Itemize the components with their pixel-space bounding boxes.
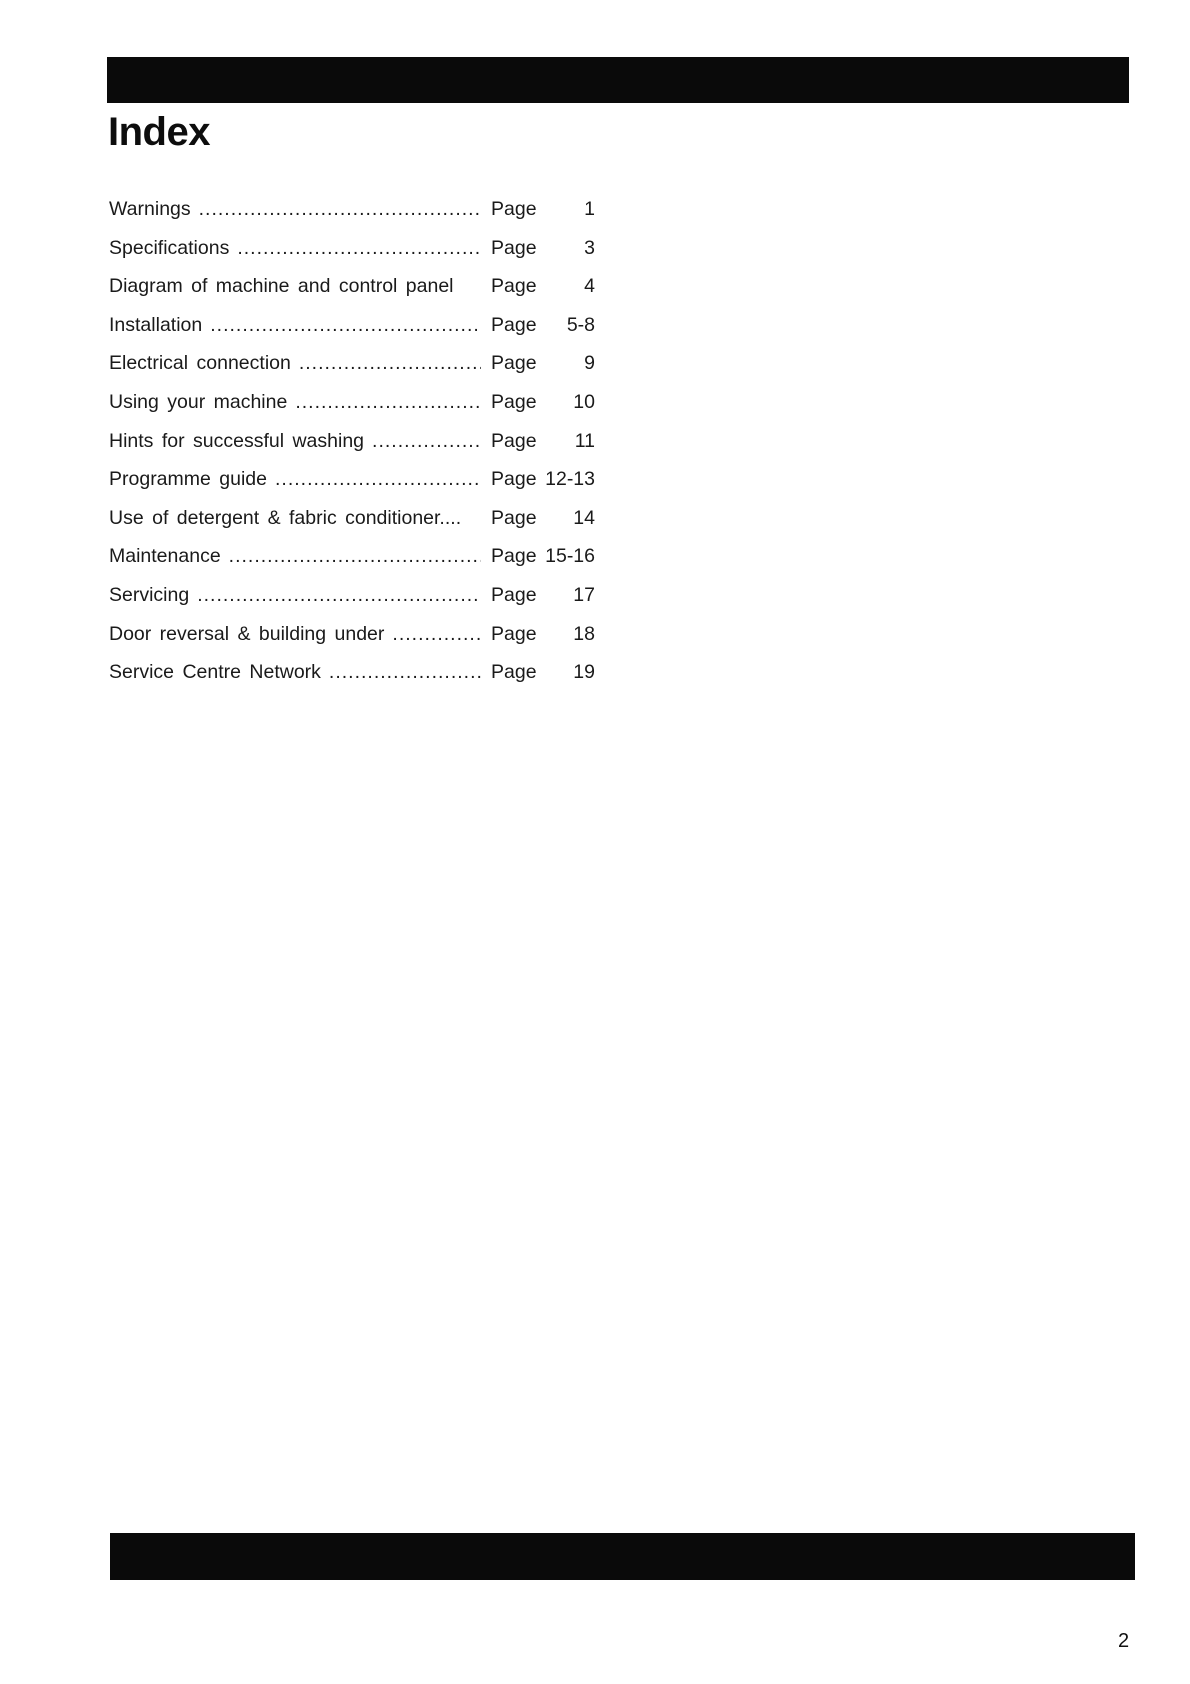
index-entry-page-number: 4 xyxy=(584,275,595,298)
dot-leader xyxy=(392,621,481,647)
index-entry-page-number: 11 xyxy=(574,429,595,452)
dot-leader xyxy=(197,582,481,608)
index-entry-page-number: 14 xyxy=(573,506,595,529)
page-number: 2 xyxy=(1118,1630,1130,1652)
index-entry-label: Electrical connection xyxy=(109,352,291,375)
index-entry-page-word: Page xyxy=(491,390,537,413)
index-entry-page-number: 18 xyxy=(573,622,595,645)
dot-leader xyxy=(237,235,481,261)
dot-leader xyxy=(210,312,481,338)
index-entry-page-word: Page xyxy=(491,583,537,606)
dot-leader xyxy=(199,196,481,222)
index-entry[interactable] xyxy=(109,505,595,544)
index-entry-page-word: Page xyxy=(491,313,537,336)
index-entry[interactable] xyxy=(109,196,595,235)
index-entry[interactable] xyxy=(109,350,595,389)
index-entry[interactable] xyxy=(109,273,595,312)
index-entry-page-word: Page xyxy=(491,198,537,220)
page-title: Index xyxy=(108,110,210,154)
index-entry-page-word: Page xyxy=(491,352,537,375)
index-entry-label: Hints for successful washing xyxy=(109,429,365,452)
dot-leader xyxy=(295,389,481,415)
index-entry[interactable] xyxy=(109,312,595,351)
index-entry-label: Service Centre Network xyxy=(109,661,321,684)
index-entry-page-number: 10 xyxy=(573,390,595,413)
index-entry-page-number: 12-13 xyxy=(545,468,595,491)
index-entry-page-word: Page xyxy=(491,661,537,684)
index-entry-page-number: 1 xyxy=(584,198,595,220)
index-list xyxy=(109,196,595,698)
index-entry[interactable] xyxy=(109,235,595,274)
index-entry-page-word: Page xyxy=(491,236,537,259)
header-bar xyxy=(107,57,1129,103)
index-entry-label: Programme guide xyxy=(109,468,267,491)
dot-leader xyxy=(329,659,481,685)
index-entry-page-number: 15-16 xyxy=(545,545,595,568)
footer-bar xyxy=(110,1533,1135,1580)
index-entry[interactable] xyxy=(109,582,595,621)
index-entry-page-word: Page xyxy=(491,275,537,298)
index-entry-label: Specifications xyxy=(109,236,230,259)
index-entry[interactable] xyxy=(109,621,595,660)
dot-leader xyxy=(372,428,481,454)
index-entry-page-number: 9 xyxy=(584,352,595,375)
dot-leader xyxy=(229,543,481,569)
dot-leader xyxy=(299,350,481,376)
index-entry-page-number: 3 xyxy=(584,236,595,259)
index-entry[interactable] xyxy=(109,428,595,467)
index-entry-page-word: Page xyxy=(491,429,537,452)
index-entry[interactable] xyxy=(109,543,595,582)
index-entry-page-number: 19 xyxy=(573,661,595,684)
dot-leader xyxy=(275,466,481,492)
index-entry-label: Use of detergent & fabric conditioner.... xyxy=(109,506,462,529)
index-entry[interactable] xyxy=(109,659,595,698)
index-entry-page-word: Page xyxy=(491,506,537,529)
index-entry-label: Installation xyxy=(109,313,203,336)
index-entry[interactable] xyxy=(109,466,595,505)
index-entry-page-word: Page xyxy=(491,545,537,568)
index-entry-page-word: Page xyxy=(491,622,537,645)
index-entry[interactable] xyxy=(109,389,595,428)
index-entry-label: Diagram of machine and control panel xyxy=(109,275,454,298)
index-entry-label: Using your machine xyxy=(109,390,288,413)
index-entry-label: Warnings xyxy=(109,198,191,220)
index-entry-label: Door reversal & building under xyxy=(109,622,385,645)
index-entry-label: Maintenance xyxy=(109,545,221,568)
index-entry-label: Servicing xyxy=(109,583,190,606)
index-entry-page-number: 5-8 xyxy=(566,313,595,336)
index-entry-page-word: Page xyxy=(491,468,537,491)
index-entry-page-number: 17 xyxy=(573,583,595,606)
